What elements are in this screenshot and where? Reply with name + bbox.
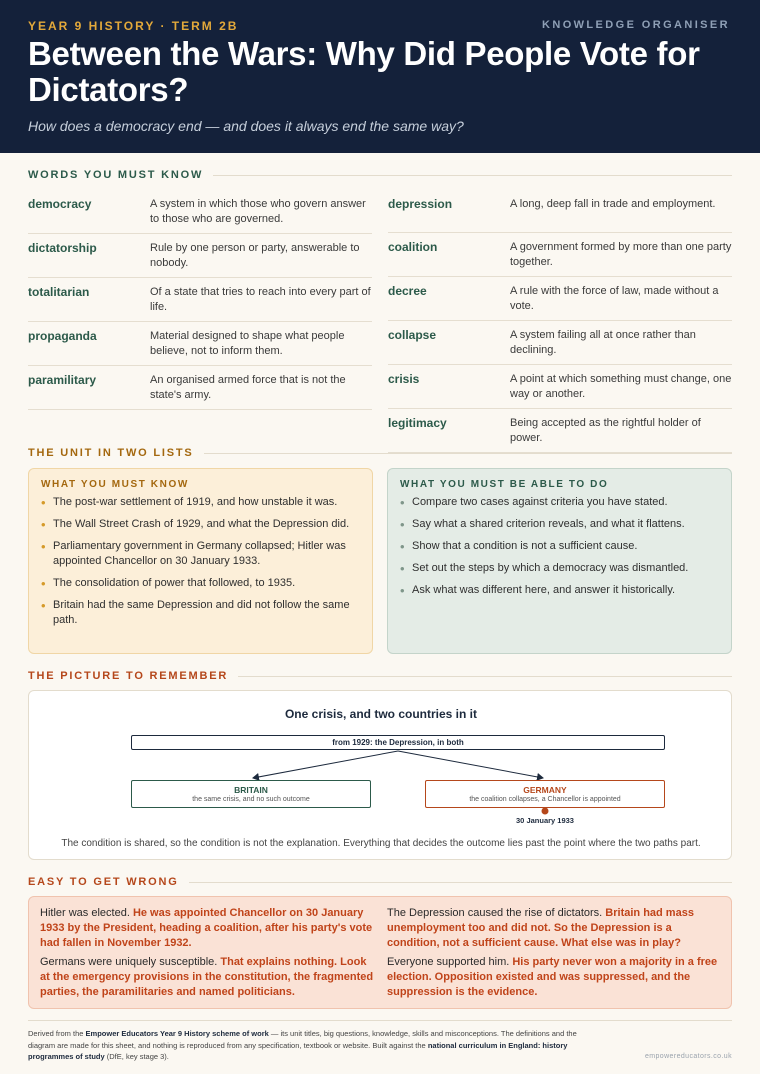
source-name: Empower Educators Year 9 History scheme of work (85, 1029, 269, 1038)
section-picture-heading (28, 669, 732, 683)
misconception-text: Everyone supported him. (387, 956, 510, 968)
glossary-definition: A point at which something must change, one way or another. (510, 373, 732, 400)
glossary-row (28, 234, 372, 278)
divider (189, 882, 732, 883)
glossary-definition: A government formed by more than one party together. (510, 241, 732, 268)
arrow-to-germany (398, 751, 543, 778)
diagram-caption: The condition is shared, so the condition is not the explanation. Everything that decides the outcome lies past the point where the two paths part. (61, 838, 701, 849)
document-type-label: KNOWLEDGE ORGANISER (542, 19, 730, 31)
glossary-term: decree (388, 284, 427, 298)
footer-text: (DfE, key stage 3). (104, 1052, 169, 1061)
footer-url: empowereducators.co.uk (644, 1053, 732, 1060)
misconception-text: Hitler was elected. (40, 907, 130, 919)
correction-text: Britain had mass unemployment too and did not. So the Depression is a condition, not a sufficient cause. What else was in play? (387, 907, 694, 949)
footer-text: — its unit titles, big questions, knowledge, skills and misconceptions. The definitions and the diagram are made for this sheet, and nothing is reproduced from any specification, textbook or website. Built against the (28, 1029, 577, 1050)
misconception-item (387, 906, 723, 951)
glossary-row (388, 233, 732, 277)
glossary-term: crisis (388, 372, 420, 386)
glossary-row (28, 278, 372, 322)
glossary-row (28, 190, 372, 234)
diagram-panel (28, 690, 732, 860)
glossary-term: paramilitary (28, 373, 97, 387)
glossary-term: totalitarian (28, 285, 90, 299)
diagram-node-germany (425, 780, 665, 808)
glossary-right-column (388, 190, 732, 453)
node-name: BRITAIN (234, 785, 268, 795)
know-box (28, 468, 373, 654)
glossary-definition: Of a state that tries to reach into every part of life. (150, 286, 371, 313)
section-label: THE UNIT IN TWO LISTS (28, 447, 194, 459)
divider (238, 676, 732, 677)
skills-box (387, 468, 732, 654)
list-item: • Set out the steps by which a democracy was dismantled. (400, 561, 719, 576)
correction-text: He was appointed Chancellor on 30 January 1933 by the President, heading a coalition, after his party's vote had fallen in November 1932. (40, 907, 373, 949)
glossary-definition: A system failing all at once rather than declining. (510, 329, 696, 356)
misconceptions-panel (28, 896, 732, 1009)
curriculum-name: national curriculum in England: history programmes of study (28, 1040, 568, 1061)
page-subtitle: How does a democracy end — and does it always end the same way? (28, 118, 464, 134)
glossary-row (388, 321, 732, 365)
list-item: • Parliamentary government in Germany collapsed; Hitler was appointed Chancellor on 30 January 1933. (41, 539, 360, 569)
glossary-row (28, 322, 372, 366)
section-wrong-heading (28, 875, 732, 889)
diagram-node-britain (131, 780, 371, 808)
glossary-definition: An organised armed force that is not the state's army. (150, 374, 346, 401)
list-item: • Show that a condition is not a sufficient cause. (400, 539, 719, 554)
diagram-date-label: 30 January 1933 (516, 816, 574, 825)
glossary-term: depression (388, 197, 453, 211)
skills-heading: WHAT YOU MUST BE ABLE TO DO (400, 479, 609, 490)
glossary-definition: A system in which those who govern answer to those who are governed. (150, 198, 366, 225)
glossary-row (388, 190, 732, 233)
list-item: • Compare two cases against criteria you have stated. (400, 495, 719, 510)
page-title: Between the Wars: Why Did People Vote for Dictators? (28, 35, 700, 108)
divider (213, 175, 732, 176)
list-item: • Ask what was different here, and answer it historically. (400, 583, 719, 598)
section-words-heading (28, 168, 732, 182)
section-label: WORDS YOU MUST KNOW (28, 169, 204, 181)
date-marker-dot (542, 808, 549, 815)
node-name: GERMANY (523, 785, 567, 795)
misconception-item (40, 906, 376, 951)
misconception-text: Germans were uniquely susceptible. (40, 956, 218, 968)
course-kicker: YEAR 9 HISTORY · TERM 2B (28, 19, 239, 33)
section-label: THE PICTURE TO REMEMBER (28, 670, 229, 682)
arrow-to-britain (253, 751, 398, 778)
glossary-definition: Being accepted as the rightful holder of power. (510, 417, 701, 444)
divider (204, 453, 732, 454)
glossary-definition: Rule by one person or party, answerable to nobody. (150, 242, 360, 269)
footer-note (28, 1028, 588, 1063)
list-item: • The post-war settlement of 1919, and how unstable it was. (41, 495, 360, 510)
glossary-term: propaganda (28, 329, 97, 343)
misconception-text: The Depression caused the rise of dictators. (387, 907, 603, 919)
skills-list (400, 495, 719, 598)
node-note: the coalition collapses, a Chancellor is appointed (469, 796, 621, 803)
list-item: • The consolidation of power that followed, to 1935. (41, 576, 360, 591)
glossary-definition: A long, deep fall in trade and employment. (510, 198, 716, 210)
glossary-row (28, 366, 372, 410)
glossary-row (388, 365, 732, 409)
glossary-term: collapse (388, 328, 437, 342)
glossary-term: legitimacy (388, 416, 447, 430)
list-item: • Britain had the same Depression and did not follow the same path. (41, 598, 360, 628)
list-item: • Say what a shared criterion reveals, and what it flattens. (400, 517, 719, 532)
node-note: the same crisis, and no such outcome (192, 796, 310, 803)
section-label: EASY TO GET WRONG (28, 876, 179, 888)
glossary-definition: A rule with the force of law, made without a vote. (510, 285, 719, 312)
glossary-term: democracy (28, 197, 92, 211)
list-item: • The Wall Street Crash of 1929, and what the Depression did. (41, 517, 360, 532)
misconception-item (40, 955, 376, 1000)
footer-divider (28, 1020, 732, 1021)
glossary-row (388, 277, 732, 321)
know-list (41, 495, 360, 628)
footer-text: Derived from the (28, 1029, 86, 1038)
glossary-term: coalition (388, 240, 438, 254)
know-heading: WHAT YOU MUST KNOW (41, 479, 189, 490)
diagram-shared-condition: from 1929: the Depression, in both (131, 735, 665, 750)
correction-text: That explains nothing. Look at the emergency provisions in the constitution, the fragmented parties, the paramilitaries and named politicians. (40, 956, 374, 998)
glossary-definition: Material designed to shape what people believe, not to inform them. (150, 330, 345, 357)
diagram-title: One crisis, and two countries in it (284, 707, 478, 721)
header-banner (0, 0, 760, 153)
correction-text: His party never won a majority in a free election. Opposition existed and was suppressed, and the suppression is the evidence. (387, 956, 718, 998)
glossary-left-column (28, 190, 372, 410)
misconception-item (387, 955, 723, 1000)
glossary-term: dictatorship (28, 241, 97, 255)
section-unit-heading (28, 446, 732, 460)
